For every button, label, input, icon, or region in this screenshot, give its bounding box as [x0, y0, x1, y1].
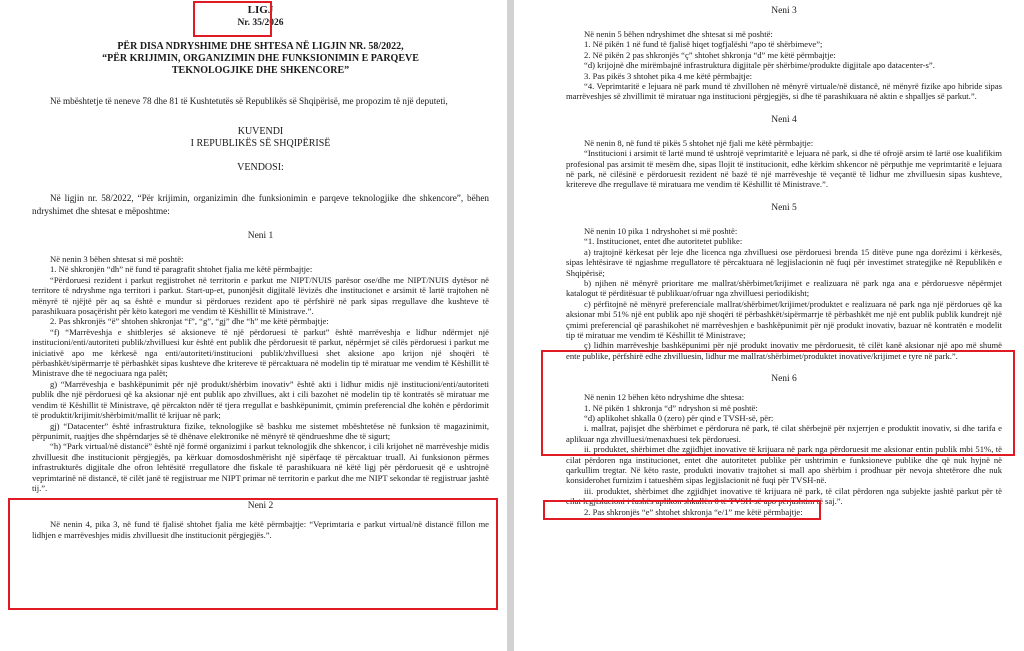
preamble: Në mbështetje të neneve 78 dhe 81 të Kushtetutës së Republikës së Shqipërisë, me propozim të një deputeti,	[50, 96, 448, 106]
article-heading: Neni 2	[247, 501, 274, 512]
paragraph-highlighted: “h) “Park virtual/në distancë” është një formë organizimi i parkut teknologjik dhe shkencor, i cili krijohet në marrëveshje midis zhvilluesit dhe institucionit përgjegjës, pa kërkuar domosdoshmërisht një sipërfaqe të përcaktuar truall. Ai funksionon përmes infrastrukturës digjitale dhe ofron lehtësitë rregullatore dhe fiskale të parashikuara në këtë ligj për përdoruesit që e ushtrojnë veprimtarinë në distancë, të cilët janë të regjistruar me NIPT primar në territorin e parkut dhe me NIPT sekondar të regjistruar jashtë tij.”.	[32, 441, 489, 493]
article-lead: Në nenin 12 bëhen këto ndryshime dhe shtesa:	[584, 392, 745, 403]
paragraph: a) trajtojnë kërkesat për leje dhe licenca nga zhvilluesi ose përdoruesi brenda 15 ditëve pune nga dorëzimi i kërkesës, sipas lehtësirave të ngjashme rregullatore të përcaktuara në legjislacionin në fuqi për investimet strategjike në Republikën e Shqipërisë;	[566, 246, 1002, 278]
paragraph: “Institucioni i arsimit të lartë mund të ushtrojë veprimtaritë e lejuara në park, si dhe të ofrojë arsim të lartë ose kualifikim profesional pas arsimit të mesëm dhe, sipas llojit të institucionit, edhe kërkim shkencor në përputhje me veprimtaritë e lejuara në park, në cilësinë e përdoruesit rezident në bazë të një marrëveshje të veçantë të lidhur me zhvilluesin sipas kushteve, kritereve dhe rregullave të miratuara me vendim të Këshillit të Ministrave.”.	[566, 148, 1002, 190]
law-type: LIGJ	[247, 4, 274, 16]
article-heading: Neni 4	[771, 114, 797, 125]
paragraph: “1. Institucionet, entet dhe autoritetet publike:	[584, 236, 743, 247]
law-title-line: TEKNOLOGJIKE DHE SHKENCORE”	[171, 65, 350, 76]
kuvendi-line: KUVENDI	[237, 126, 284, 137]
paragraph: i. mallrat, pajisjet dhe shërbimet e përdorura në park, të cilat shërbejnë për nxjerrjen e produktit inovativ, si dhe tarifa e aplikuar nga zhvilluesi/menaxhuesi tek përdoruesi.	[566, 423, 1002, 444]
intro-paragraph: Në ligjin nr. 58/2022, “Për krijimin, organizimin dhe funksionimin e parqeve teknologjike dhe shkencore”, bëhen ndryshimet dhe shtesat e mëposhtme:	[32, 193, 489, 216]
paragraph: gj) “Datacenter” është infrastruktura fizike, teknologjike së bashku me sistemet mbështetëse në funksion të magazinimit, përpunimit, ruajtjes dhe shpërndarjes së të dhënave elektronike në mënyrë të qëndrueshme dhe të sigurt;	[32, 420, 489, 441]
article-lead: Në nenin 5 bëhen ndryshimet dhe shtesat si më poshtë:	[584, 29, 773, 39]
article-heading: Neni 3	[771, 6, 797, 16]
law-title	[32, 41, 489, 77]
document-page-right	[514, 0, 1024, 651]
article-lead: Në nenin 10 pika 1 ndryshohet si më poshtë:	[584, 225, 738, 236]
kuvendi-block	[32, 126, 489, 150]
article-heading: Neni 5	[771, 202, 797, 213]
article-heading: Neni 1	[247, 231, 274, 241]
paragraph: 2. Pas shkronjës “ë” shtohen shkronjat “f”, “g”, “gj” dhe “h” me këtë përmbajtje:	[50, 316, 329, 327]
page-divider	[507, 0, 514, 651]
document-page-left	[0, 0, 507, 651]
law-number: Nr. 35/2026	[237, 18, 284, 28]
paragraph: “4. Veprimtaritë e lejuara në park mund të zhvillohen në mënyrë virtuale/në distancë, në mënyrë fizike apo hibride sipas marrëveshjes së zhvillimit të miratuar nga institucioni përgjegjës, si dhe të parashikuara në aktin e shpalljes së parkut.”.	[566, 81, 1002, 102]
paragraph-highlighted: “d) aplikohet shkalla 0 (zero) për qind e TVSH-së, për:	[584, 412, 774, 423]
paragraph: 1. Në shkronjën “dh” në fund të paragrafit shtohet fjalia me këtë përmbajtje:	[50, 264, 313, 275]
law-title-line: PËR DISA NDRYSHIME DHE SHTESA NË LIGJIN NR. 58/2022,	[117, 41, 404, 52]
paragraph-highlighted: c) përfitojnë në mënyrë preferenciale mallrat/shërbimet/krijimet/produktet e realizuara në park nga një përdorues që ka aksionar mbi 51% një ent publik apo një shoqëri të përbashkët/sipërmarrje të përbashkët me një ent publik publik kundrejt një çmimi preferencial që parashikohet në marrëveshjen e bashkëpunimit për një produkt inovativ, bazuar në kontratën e modelit tip të miratuar me vendim të Këshillit të Ministrave;	[566, 298, 1002, 340]
paragraph: ii. produktet, shërbimet dhe zgjidhjet inovative të krijuara në park nga përdoruesit me aksionar entin publik mbi 51%, të cilat përdoren nga institucionet, entet dhe autoritetet publike për ushtrimin e funksioneve publike dhe që nuk hyjnë në qarkullim tregtar. Në këto raste, produkti inovativ trajtohet si mall apo shërbim i prodhuar për nevoja shtetërore dhe nuk konsiderohet furnizim i tatueshëm sipas legjislacionit në fuqi për TVSH-në.	[566, 444, 1002, 486]
vendosi-heading: VENDOSI:	[237, 162, 284, 173]
paragraph: 1. Në pikën 1 shkronja “d” ndryshon si më poshtë:	[584, 402, 758, 413]
article-lead: Në nenin 8, në fund të pikës 5 shtohet një fjali me këtë përmbajtje:	[584, 137, 814, 148]
paragraph-highlighted: ç) lidhin marrëveshje bashkëpunimi për një produkt inovativ me përdoruesit, të cilët kanë aksionar një apo më shumë ente publike, përfshirë edhe zhvilluesin, lidhur me mallrat/shërbimet/produktet inovative/krijimet e tyre në park.”.	[566, 340, 1002, 361]
paragraph: b) njihen në mënyrë prioritare me mallrat/shërbimet/krijimet e realizuara në park nga ana e përdoruesve nëpërmjet katalogut të përditësuar të publikuar/ofruar nga zhvilluesi periodikisht;	[566, 277, 1002, 299]
paragraph: 1. Në pikën 1 në fund të fjalisë hiqet togfjalëshi “apo të shërbimeve”;	[584, 39, 823, 50]
paragraph: 3. Pas pikës 3 shtohet pika 4 me këtë përmbajtje:	[584, 70, 753, 81]
paragraph: “f) “Marrëveshja e shitblerjes së aksioneve të një përdoruesi të parkut” është marrëveshja e lidhur ndërmjet një institucioni/enti/autoriteti publik/zhvilluesi kur është ent publik dhe përdoruesit të parkut, nëpërmjet së cilës përdoruesi i parkut me iniciativë apo me kërkesë nga enti/autoriteti/institucioni publik/zhvilluesi shet aksione apo krijon një shoqëri të përbashkët/sipërmarrje të përbashkët sipas kushteve dhe kritereve të përcaktuara në modelin tip të miratuar me vendim të Këshillit të Ministrave dhe të negociuara nga palët;	[32, 326, 489, 379]
kuvendi-line: I REPUBLIKËS SË SHQIPËRISË	[190, 138, 331, 149]
paragraph: g) “Marrëveshja e bashkëpunimit për një produkt/shërbim inovativ” është akti i lidhur midis një institucioni/enti/autoriteti publik dhe një përdoruesi që ka aksionar një ent publik apo zhvillues, akt i cili bazohet në modelin tip të kontratës së miratuar me vendim të Këshillit të Ministrave, që përcakton ndër të tjera rregullat e bashkëpunimit, çmimin preferencial dhe kohën e përdorimit të produktit/krijimit/shërbimit/mallit të krijuar në park;	[32, 378, 489, 421]
law-header	[32, 0, 489, 29]
paragraph: “Përdoruesi rezident i parkut regjistrohet në territorin e parkut me NIPT/NUIS parësor ose/dhe me NIPT/NUIS dytësor në territore të ndryshme nga territori i parkut. Start-up-et, punonjësit digjitalë lëvizës dhe institucionet e arsimit të lartë trajtohen në mënyrë të njëjtë për aq sa është e mundur si përdorues rezident apo të përfshirë në park sipas rregullave dhe kushteve të parashikuara posaçërisht për këto kategori me vendim të Këshillit të Ministrave.”.	[32, 274, 489, 317]
paragraph: Në nenin 4, pika 3, në fund të fjalisë shtohet fjalia me këtë përmbajtje: “Veprimtaria e parkut virtual/në distancë fillon me lidhjen e marrëveshjes midis zhvilluesit dhe institucionit përgjegjës.”.	[32, 519, 489, 540]
article-lead: Në nenin 3 bëhen shtesat si më poshtë:	[50, 254, 184, 264]
article-heading: Neni 6	[771, 374, 797, 385]
paragraph: 2. Pas shkronjës “e” shtohet shkronja “e/1” me këtë përmbajtje:	[584, 506, 803, 517]
paragraph: iii. produktet, shërbimet dhe zgjidhjet inovative të krijuara në park, të cilat përdoren nga subjekte jashtë parkut për të cilat legjislacioni i fushës aplikon shkallën 0 të TVSH-së apo përjashtim të saj.”.	[566, 485, 1002, 507]
paragraph: 2. Në pikën 2 pas shkronjës “ç” shtohet shkronja “d” me këtë përmbajtje:	[584, 49, 836, 60]
law-title-line: “PËR KRIJIMIN, ORGANIZIMIN DHE FUNKSIONIMIN E PARQEVE	[102, 53, 419, 64]
paragraph: “d) krijojnë dhe mirëmbajnë infrastruktura digjitale për shërbime/produkte digjitale apo datacenter-s”.	[584, 60, 935, 71]
